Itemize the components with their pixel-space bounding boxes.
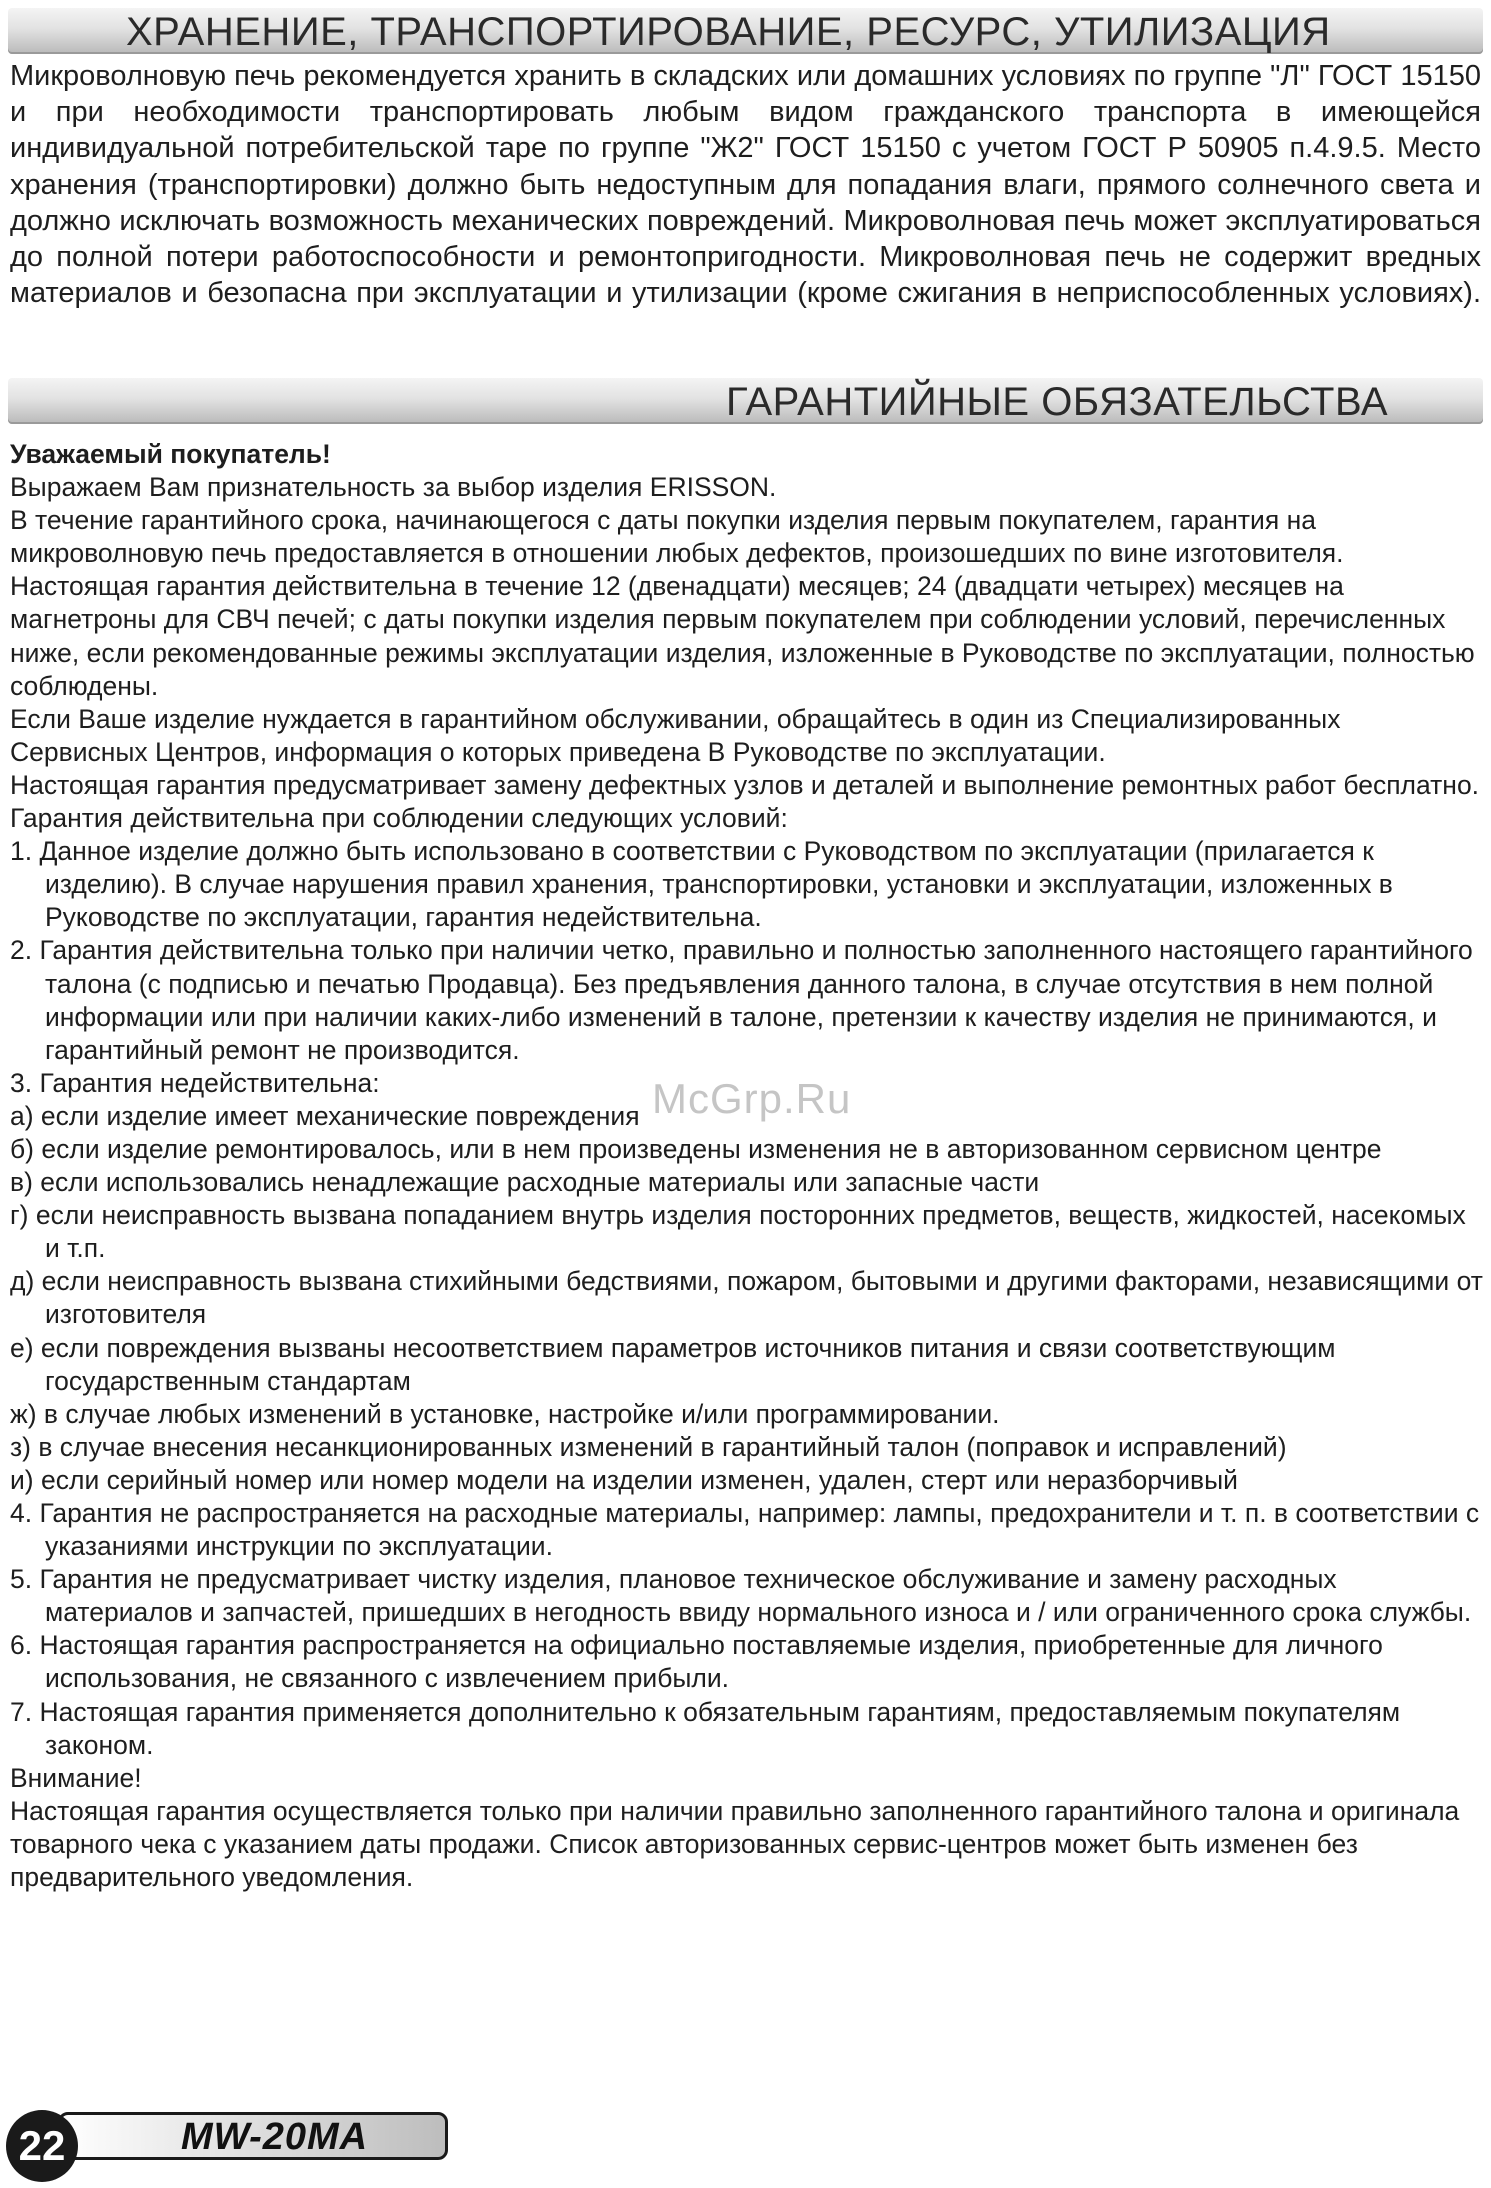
model-name: MW-20MA: [181, 2116, 369, 2158]
attention-label: Внимание!: [10, 1762, 142, 1793]
warranty-condition: 5. Гарантия не предусматривает чистку изделия, плановое техническое обслуживание и замену расходных материалов и запчастей, пришедших в негодность ввиду нормального износа и / или ограниченного срока службы.: [10, 1564, 1472, 1628]
warranty-section-title: ГАРАНТИЙНЫЕ ОБЯЗАТЕЛЬСТВА: [725, 380, 1388, 424]
storage-section-body: Микроволновую печь рекомендуется хранить в складских или домашних условиях по группе "Л" ГОСТ 15150 и при необходимости транспортировать любым видом гражданского транспорта в имеющейся индивидуальной потребительской таре по группе "Ж2" ГОСТ 15150 с учетом ГОСТ Р 50905 п.4.9.5. Место хранения (транспортировки) должно быть недоступным для попадания влаги, прямого солнечного света и должно исключать возможность механических повреждений. Микроволновая печь может эксплуатироваться до полной потери работоспособности и ремонтопригодности. Микроволновая печь не содержит вредных материалов и безопасна при эксплуатации и утилизации (кроме сжигания в неприспособленных условиях).: [10, 60, 1481, 310]
warranty-paragraph: Настоящая гарантия предусматривает замену дефектных узлов и деталей и выполнение ремонтных работ бесплатно.: [10, 769, 1480, 800]
warranty-condition: 6. Настоящая гарантия распространяется на официально поставляемые изделия, приобретенные для личного использования, не связанного с извлечением прибыли.: [10, 1630, 1383, 1694]
warranty-condition: 3. Гарантия недействительна:: [10, 1067, 380, 1098]
warranty-condition: 1. Данное изделие должно быть использовано в соответствии с Руководством по эксплуатации (прилагается к изделию). В случае нарушения правил хранения, транспортировки, установки и эксплуатации, изложенных в Руководстве по эксплуатации, гарантия недействительна.: [10, 836, 1393, 933]
warranty-greeting: Уважаемый покупатель!: [10, 439, 331, 469]
warranty-condition: з) в случае внесения несанкционированных изменений в гарантийный талон (поправок и исправлений): [10, 1431, 1287, 1462]
warranty-condition: и) если серийный номер или номер модели на изделии изменен, удален, стерт или неразборчивый: [10, 1464, 1238, 1495]
warranty-condition: а) если изделие имеет механические повреждения: [10, 1100, 640, 1131]
warranty-condition: 2. Гарантия действительна только при наличии четко, правильно и полностью заполненного настоящего гарантийного талона (с подписью и печатью Продавца). Без предъявления данного талона, в случае отсутствия в нем полной информации или при наличии каких-либо изменений в талоне, претензии к качеству изделия не принимаются, и гарантийный ремонт не производится.: [10, 935, 1473, 1065]
warranty-condition: д) если неисправность вызвана стихийными бедствиями, пожаром, бытовыми и другими факторами, независящими от изготовителя: [10, 1266, 1483, 1330]
warranty-condition: е) если повреждения вызваны несоответствием параметров источников питания и связи соответствующим государственным стандартам: [10, 1332, 1336, 1396]
footer-model-bar: [58, 2112, 448, 2160]
warranty-condition: 7. Настоящая гарантия применяется дополнительно к обязательным гарантиям, предоставляемым покупателям законом.: [10, 1696, 1401, 1760]
warranty-condition: б) если изделие ремонтировалось, или в нем произведены изменения не в авторизованном сервисном центре: [10, 1133, 1382, 1164]
warranty-condition: в) если использовались ненадлежащие расходные материалы или запасные части: [10, 1167, 1040, 1198]
storage-section-header: [8, 8, 1483, 54]
watermark: McGrp.Ru: [652, 1075, 852, 1122]
attention-text: Настоящая гарантия осуществляется только при наличии правильно заполненного гарантийного талона и оригинала товарного чека с указанием даты продажи. Список авторизованных сервис-центров может быть изменен без предварительного уведомления.: [10, 1795, 1460, 1893]
warranty-section-body: [10, 438, 1485, 1894]
warranty-paragraph: Если Ваше изделие нуждается в гарантийном обслуживании, обращайтесь в один из Специализированных Сервисных Центров, информация о которых приведена В Руководстве по эксплуатации.: [10, 703, 1341, 767]
warranty-paragraph: Настоящая гарантия действительна в течение 12 (двенадцати) месяцев; 24 (двадцати четырех) месяцев на магнетроны для СВЧ печей; с даты покупки изделия первым покупателем при соблюдении условий, перечисленных ниже, если рекомендованные режимы эксплуатации изделия, изложенные в Руководстве по эксплуатации, полностью соблюдены.: [10, 571, 1475, 701]
warranty-condition: 4. Гарантия не распространяется на расходные материалы, например: лампы, предохранители и т. п. в соответствии с указаниями инструкции по эксплуатации.: [10, 1498, 1480, 1562]
storage-section-title: ХРАНЕНИЕ, ТРАНСПОРТИРОВАНИЕ, РЕСУРС, УТИЛИЗАЦИЯ: [126, 10, 1331, 54]
warranty-paragraph: В течение гарантийного срока, начинающегося с даты покупки изделия первым покупателем, гарантия на микроволновую печь предоставляется в отношении любых дефектов, произошедших по вине изготовителя.: [10, 505, 1344, 569]
warranty-paragraph: Выражаем Вам признательность за выбор изделия ERISSON.: [10, 472, 777, 503]
warranty-condition: ж) в случае любых изменений в установке, настройке и/или программировании.: [10, 1398, 1000, 1429]
warranty-section-header: [8, 378, 1483, 424]
page-number-badge: [6, 2110, 78, 2182]
warranty-condition: г) если неисправность вызвана попаданием внутрь изделия посторонних предметов, веществ, жидкостей, насекомых и т.п.: [10, 1200, 1466, 1264]
warranty-paragraph: Гарантия действительна при соблюдении следующих условий:: [10, 803, 788, 834]
page-number: 22: [18, 2122, 66, 2169]
